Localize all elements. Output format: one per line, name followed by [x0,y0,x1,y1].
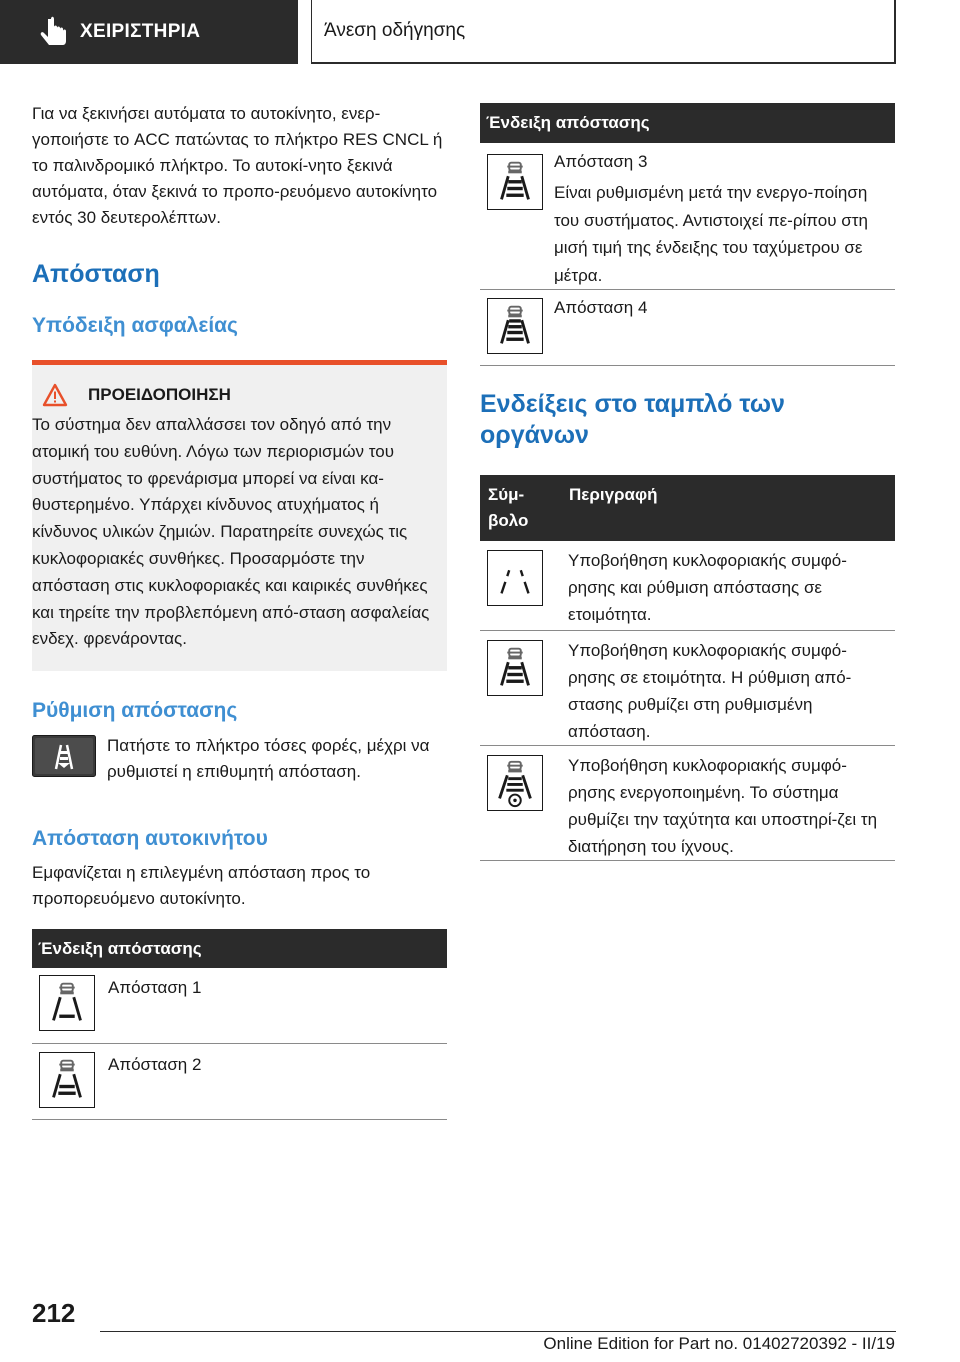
right-column [480,103,895,861]
table-row [480,290,895,366]
left-column [32,100,447,1120]
warning-triangle-icon [42,383,68,407]
table-row [32,1044,447,1120]
warning-text: Το σύστημα δεν απαλλάσσει τον οδηγό από την ατομική του ευθύνη. Λόγω των περιορισμών του συστήματος το φρενάρισμα μπορεί να είναι κα‐θυστερημένο. Υπάρχει κίνδυνος ατυχήματος ή κίνδυνος υλικών ζημιών. Παρατηρείτε συνεχώς τις κυκλοφοριακές συνθήκες. Προσαρμόστε την απόσταση στις κυκλοφοριακές και καιρικές συνθήκες και τηρείτε την προβλεπόμενη από‐σταση ασφαλείας ενδεχ. φρενάροντας. [32,415,430,649]
warning-box [32,360,447,671]
table-header [32,929,447,968]
page-number: 212 [32,1298,76,1328]
instrument-heading: Ενδείξεις στο ταμπλό των οργάνων [480,390,785,449]
table-header-label: Ένδειξη απόστασης [38,938,202,958]
setting-text: Πατήστε το πλήκτρο τόσες φορές, μέχρι να ρυθμιστεί η επιθυμητή απόσταση. [107,736,430,782]
setting-row [32,733,447,785]
section-title: ΧΕΙΡΙΣΤΗΡΙΑ [80,21,201,42]
table-row [480,143,895,290]
col-desc-label: Περιγραφή [569,485,658,504]
table-row [480,631,895,746]
table-header [480,103,895,143]
vehicle-distance-heading: Απόσταση αυτοκινήτου [32,827,268,851]
distance-button-icon [32,735,96,777]
distance-ready-icon [487,640,543,696]
distance-1-icon [39,975,95,1031]
col-symbol-label: Σύμ‐βολο [488,485,529,530]
table-header [480,475,895,541]
distance-heading: Απόσταση [32,260,160,288]
distance-3-icon [487,154,543,210]
distance-table-right [480,103,895,366]
table-row [480,746,895,861]
chapter-title: Άνεση οδήγησης [324,20,466,41]
table-cell-text: Απόσταση 1 [108,978,202,998]
chapter-tab [311,0,896,64]
distance-table-left [32,929,447,1120]
symbol-description: Υποβοήθηση κυκλοφοριακής συμφό‐ρησης και ρύθμιση απόστασης σε ετοιμότητα. [568,551,847,624]
edition-text: Online Edition for Part no. 01402720392 - II/19 [543,1334,895,1353]
traffic-jam-active-icon [487,755,543,811]
lane-ready-icon [487,550,543,606]
vehicle-distance-text: Εμφανίζεται η επιλεγμένη απόσταση προς το προπορευόμενο αυτοκίνητο. [32,863,371,909]
table-cell-text: Απόσταση 2 [108,1055,202,1075]
distance-4-icon [487,298,543,354]
footer-edition [543,1334,895,1354]
footer-divider [100,1331,896,1332]
table-header-label: Ένδειξη απόστασης [486,113,650,132]
symbol-table [480,475,895,861]
section-tab [0,0,298,64]
setting-heading: Ρύθμιση απόστασης [32,699,238,723]
safety-heading: Υπόδειξη ασφαλείας [32,314,238,337]
table-cell-note: Είναι ρυθμισμένη μετά την ενεργο‐ποίηση του συστήματος. Αντιστοιχεί πε‐ρίπου στη μισή τιμή της ένδειξης του ταχύμετρου σε μέτρα. [554,183,868,285]
warning-title: ΠΡΟΕΙΔΟΠΟΙΗΣΗ [88,385,231,404]
table-cell-text: Απόσταση 4 [554,298,648,317]
table-row [480,541,895,631]
symbol-description: Υποβοήθηση κυκλοφοριακής συμφό‐ρησης σε ετοιμότητα. Η ρύθμιση από‐στασης ρυθμίζει στη ρυθμισμένη απόσταση. [568,641,852,741]
intro-paragraph: Για να ξεκινήσει αυτόματα το αυτοκίνητο, ενερ‐γοποιήστε το ACC πατώντας το πλήκτρο RES CNCL ή το παλινδρομικό πλήκτρο. Το αυτοκί‐νητο ξεκινά αυτόματα, όταν ξεκινά το προπο‐ρευόμενο αυτοκίνητο εντός 30 δευτερολέπτων. [32,104,443,227]
table-cell-text: Απόσταση 3 [554,152,648,171]
hand-pointer-icon [36,13,74,51]
symbol-description: Υποβοήθηση κυκλοφοριακής συμφό‐ρησης ενεργοποιημένη. Το σύστημα ρυθμίζει την ταχύτητα και υποστηρί‐ζει τη διατήρηση του ίχνους. [568,756,878,856]
table-row [32,968,447,1044]
distance-2-icon [39,1052,95,1108]
